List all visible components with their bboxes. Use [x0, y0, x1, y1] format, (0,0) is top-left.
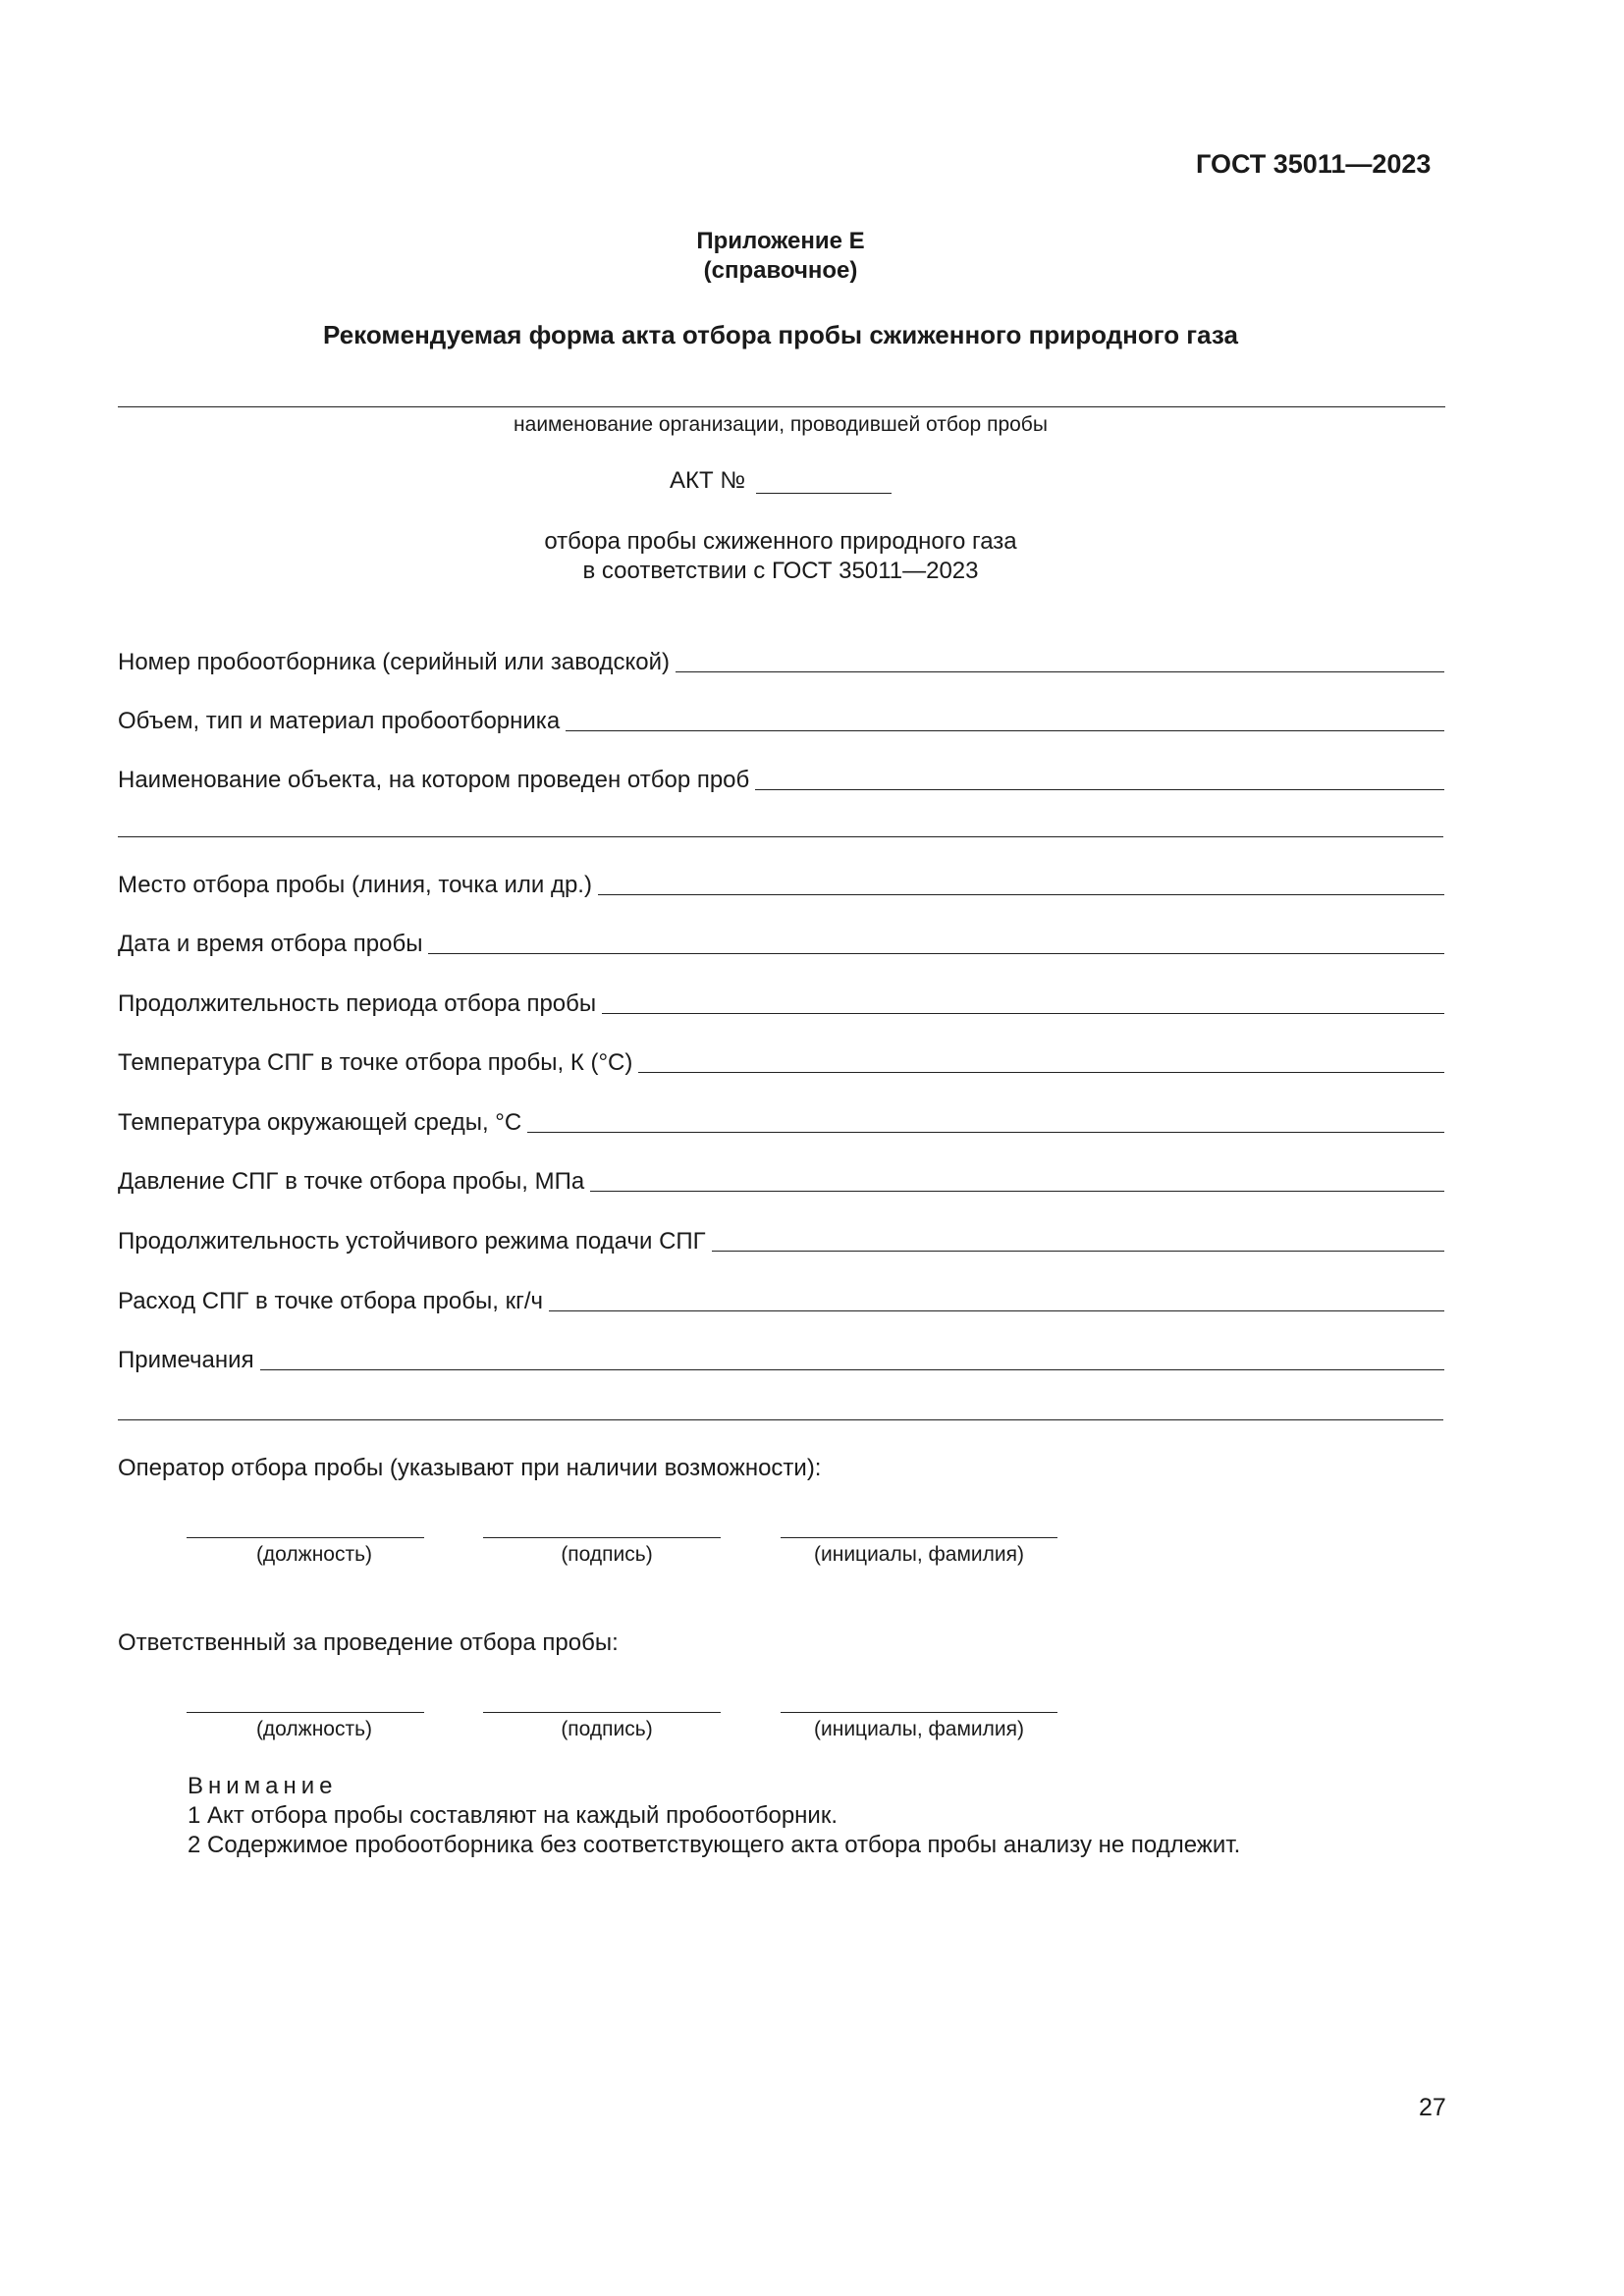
- field-input-line[interactable]: [566, 730, 1444, 731]
- field-label: Температура СПГ в точке отбора пробы, К (°C): [118, 1049, 633, 1076]
- field-object-name: [118, 761, 1444, 794]
- responsible-name-line[interactable]: [781, 1712, 1057, 1713]
- responsible-position-line[interactable]: [187, 1712, 424, 1713]
- responsible-signature-caption: (подпись): [561, 1718, 653, 1740]
- field-label: Температура окружающей среды, °C: [118, 1109, 522, 1136]
- field-input-line[interactable]: [712, 1251, 1444, 1252]
- operator-signature-line[interactable]: [483, 1537, 721, 1538]
- org-name-line[interactable]: [118, 406, 1445, 407]
- field-sampling-place: [118, 866, 1444, 899]
- field-input-line[interactable]: [598, 894, 1444, 895]
- note-item-2: 2 Содержимое пробоотборника без соответствующего акта отбора пробы анализу не подлежит.: [188, 1832, 1241, 1858]
- field-lng-flow-rate: [118, 1282, 1444, 1315]
- field-input-line[interactable]: [638, 1072, 1444, 1073]
- notes-heading: Внимание: [188, 1773, 338, 1799]
- field-input-line[interactable]: [260, 1369, 1444, 1370]
- field-label: Продолжительность устойчивого режима подачи СПГ: [118, 1228, 706, 1255]
- field-input-line[interactable]: [602, 1013, 1444, 1014]
- field-label: Наименование объекта, на котором проведен отбор проб: [118, 767, 750, 793]
- subtitle-line2: в соответствии с ГОСТ 35011—2023: [582, 558, 979, 584]
- operator-name-line[interactable]: [781, 1537, 1057, 1538]
- field-label: Продолжительность периода отбора пробы: [118, 990, 597, 1017]
- field-sampler-number: [118, 643, 1444, 676]
- operator-signature-caption: (подпись): [561, 1543, 653, 1566]
- field-label: Дата и время отбора пробы: [118, 931, 423, 957]
- responsible-label: Ответственный за проведение отбора пробы:: [118, 1629, 619, 1656]
- field-input-line[interactable]: [527, 1132, 1444, 1133]
- responsible-position-caption: (должность): [255, 1718, 373, 1740]
- field-input-line[interactable]: [428, 953, 1444, 954]
- field-remarks: [118, 1341, 1444, 1374]
- field-input-line[interactable]: [755, 789, 1444, 790]
- field-lng-temperature: [118, 1043, 1444, 1077]
- field-input-line[interactable]: [590, 1191, 1444, 1192]
- field-label: Объем, тип и материал пробоотборника: [118, 708, 561, 734]
- responsible-name-caption: (инициалы, фамилия): [814, 1718, 1024, 1740]
- field-label: Номер пробоотборника (серийный или заводской): [118, 649, 671, 675]
- field-label: Расход СПГ в точке отбора пробы, кг/ч: [118, 1288, 543, 1314]
- org-name-caption: наименование организации, проводившей отбор пробы: [514, 413, 1048, 436]
- form-title: Рекомендуемая форма акта отбора пробы сжиженного природного газа: [323, 320, 1238, 349]
- remarks-continuation-line[interactable]: [118, 1419, 1443, 1420]
- field-sampler-volume-type: [118, 702, 1444, 735]
- field-lng-pressure: [118, 1162, 1444, 1196]
- subtitle-line1: отбора пробы сжиженного природного газа: [544, 528, 1017, 555]
- operator-name-caption: (инициалы, фамилия): [814, 1543, 1024, 1566]
- field-label: Примечания: [118, 1347, 254, 1373]
- field-input-line[interactable]: [549, 1310, 1444, 1311]
- act-number-field[interactable]: [756, 493, 892, 494]
- object-name-continuation-line[interactable]: [118, 836, 1443, 837]
- field-ambient-temperature: [118, 1103, 1444, 1137]
- field-sampling-datetime: [118, 925, 1444, 958]
- appendix-type: (справочное): [703, 257, 858, 284]
- standard-number: ГОСТ 35011—2023: [1196, 149, 1432, 179]
- responsible-signature-line[interactable]: [483, 1712, 721, 1713]
- operator-label: Оператор отбора пробы (указывают при наличии возможности):: [118, 1455, 822, 1481]
- field-label: Давление СПГ в точке отбора пробы, МПа: [118, 1168, 585, 1195]
- field-input-line[interactable]: [676, 671, 1444, 672]
- note-item-1: 1 Акт отбора пробы составляют на каждый пробоотборник.: [188, 1802, 838, 1829]
- page-number: 27: [1419, 2094, 1446, 2121]
- act-number-label: АКТ №: [670, 467, 746, 494]
- operator-position-caption: (должность): [255, 1543, 373, 1566]
- field-label: Место отбора пробы (линия, точка или др.): [118, 872, 592, 898]
- field-steady-supply-duration: [118, 1222, 1444, 1255]
- operator-position-line[interactable]: [187, 1537, 424, 1538]
- appendix-title: Приложение Е: [696, 228, 865, 254]
- field-sampling-duration: [118, 985, 1444, 1018]
